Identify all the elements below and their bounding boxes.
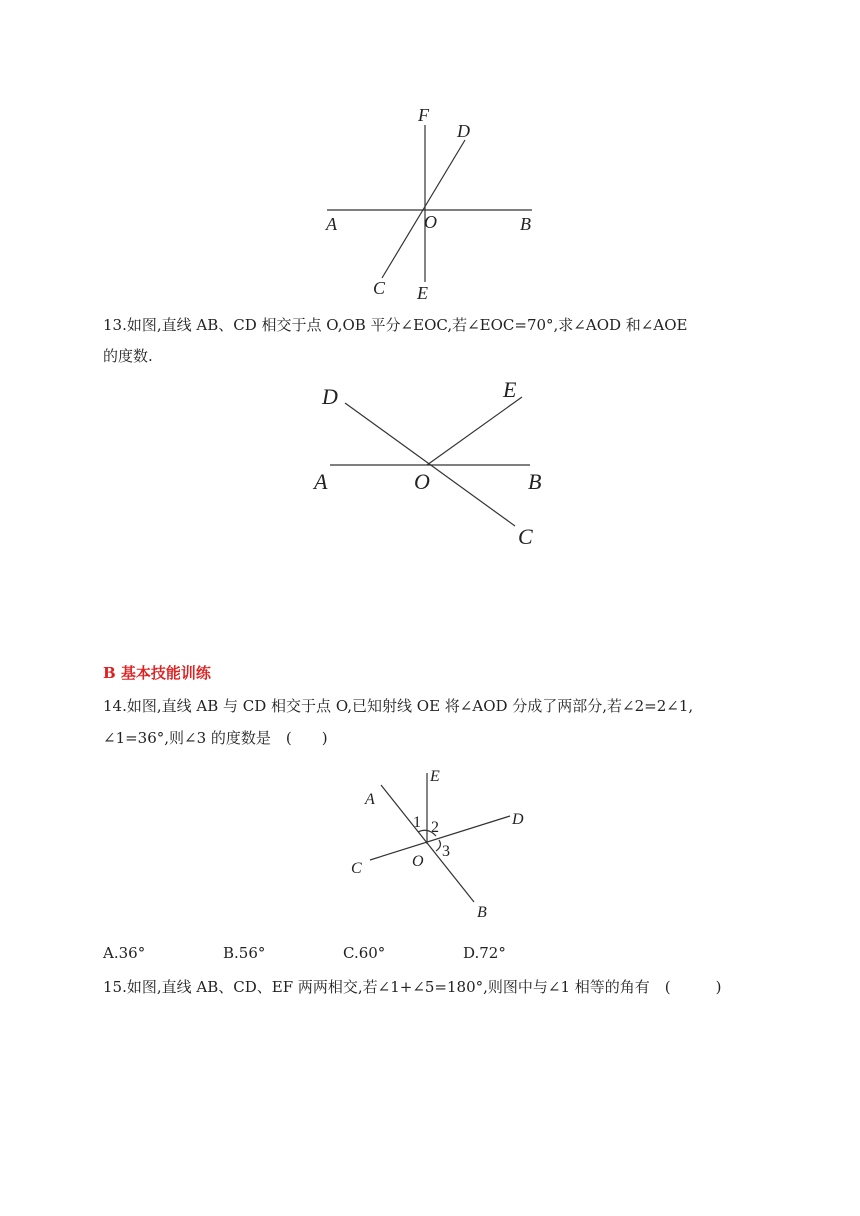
label-a: A — [365, 791, 375, 808]
label-a: A — [314, 469, 328, 494]
label-d: D — [322, 384, 338, 409]
line-cd — [382, 140, 465, 278]
angle-label-1: 1 — [413, 814, 421, 831]
label-e: E — [417, 283, 428, 303]
label-b: B — [520, 214, 531, 234]
label-d: D — [457, 121, 470, 141]
angle-label-3: 3 — [442, 843, 450, 860]
label-d: D — [512, 811, 524, 828]
line-cd — [370, 816, 510, 860]
figure-3 — [0, 755, 860, 925]
label-o: O — [424, 212, 437, 232]
label-e: E — [503, 377, 517, 402]
label-c: C — [351, 860, 362, 877]
option-a: A.36° — [103, 944, 146, 962]
question-14-line-1: 14.如图,直线 AB 与 CD 相交于点 O,已知射线 OE 将∠AOD 分成了两部分,若∠2=2∠1, — [103, 697, 694, 715]
line-oe — [427, 397, 522, 465]
question-13-line-1: 13.如图,直线 AB、CD 相交于点 O,OB 平分∠EOC,若∠EOC=70°,求∠AOD 和∠AOE — [103, 316, 688, 334]
option-d: D.72° — [463, 944, 506, 962]
angle-label-2: 2 — [431, 819, 439, 836]
label-c: C — [373, 278, 386, 298]
label-c: C — [518, 524, 533, 549]
angle-arc-3 — [436, 840, 440, 851]
option-c: C.60° — [343, 944, 386, 962]
section-heading-b: B 基本技能训练 — [103, 664, 211, 682]
label-o: O — [414, 469, 430, 494]
label-b: B — [477, 904, 487, 921]
question-14-line-2: ∠1=36°,则∠3 的度数是 ( ) — [103, 729, 328, 747]
option-b: B.56° — [223, 944, 266, 962]
label-b: B — [528, 469, 542, 494]
question-15-line-1: 15.如图,直线 AB、CD、EF 两两相交,若∠1+∠5=180°,则图中与∠1 相等的角有 ( ) — [103, 978, 722, 996]
label-e: E — [430, 768, 440, 785]
label-o: O — [412, 853, 424, 870]
question-13-line-2: 的度数. — [103, 347, 153, 365]
label-a: A — [326, 214, 337, 234]
label-f: F — [418, 105, 429, 125]
figure-2 — [0, 370, 860, 560]
figure-1 — [0, 0, 860, 310]
